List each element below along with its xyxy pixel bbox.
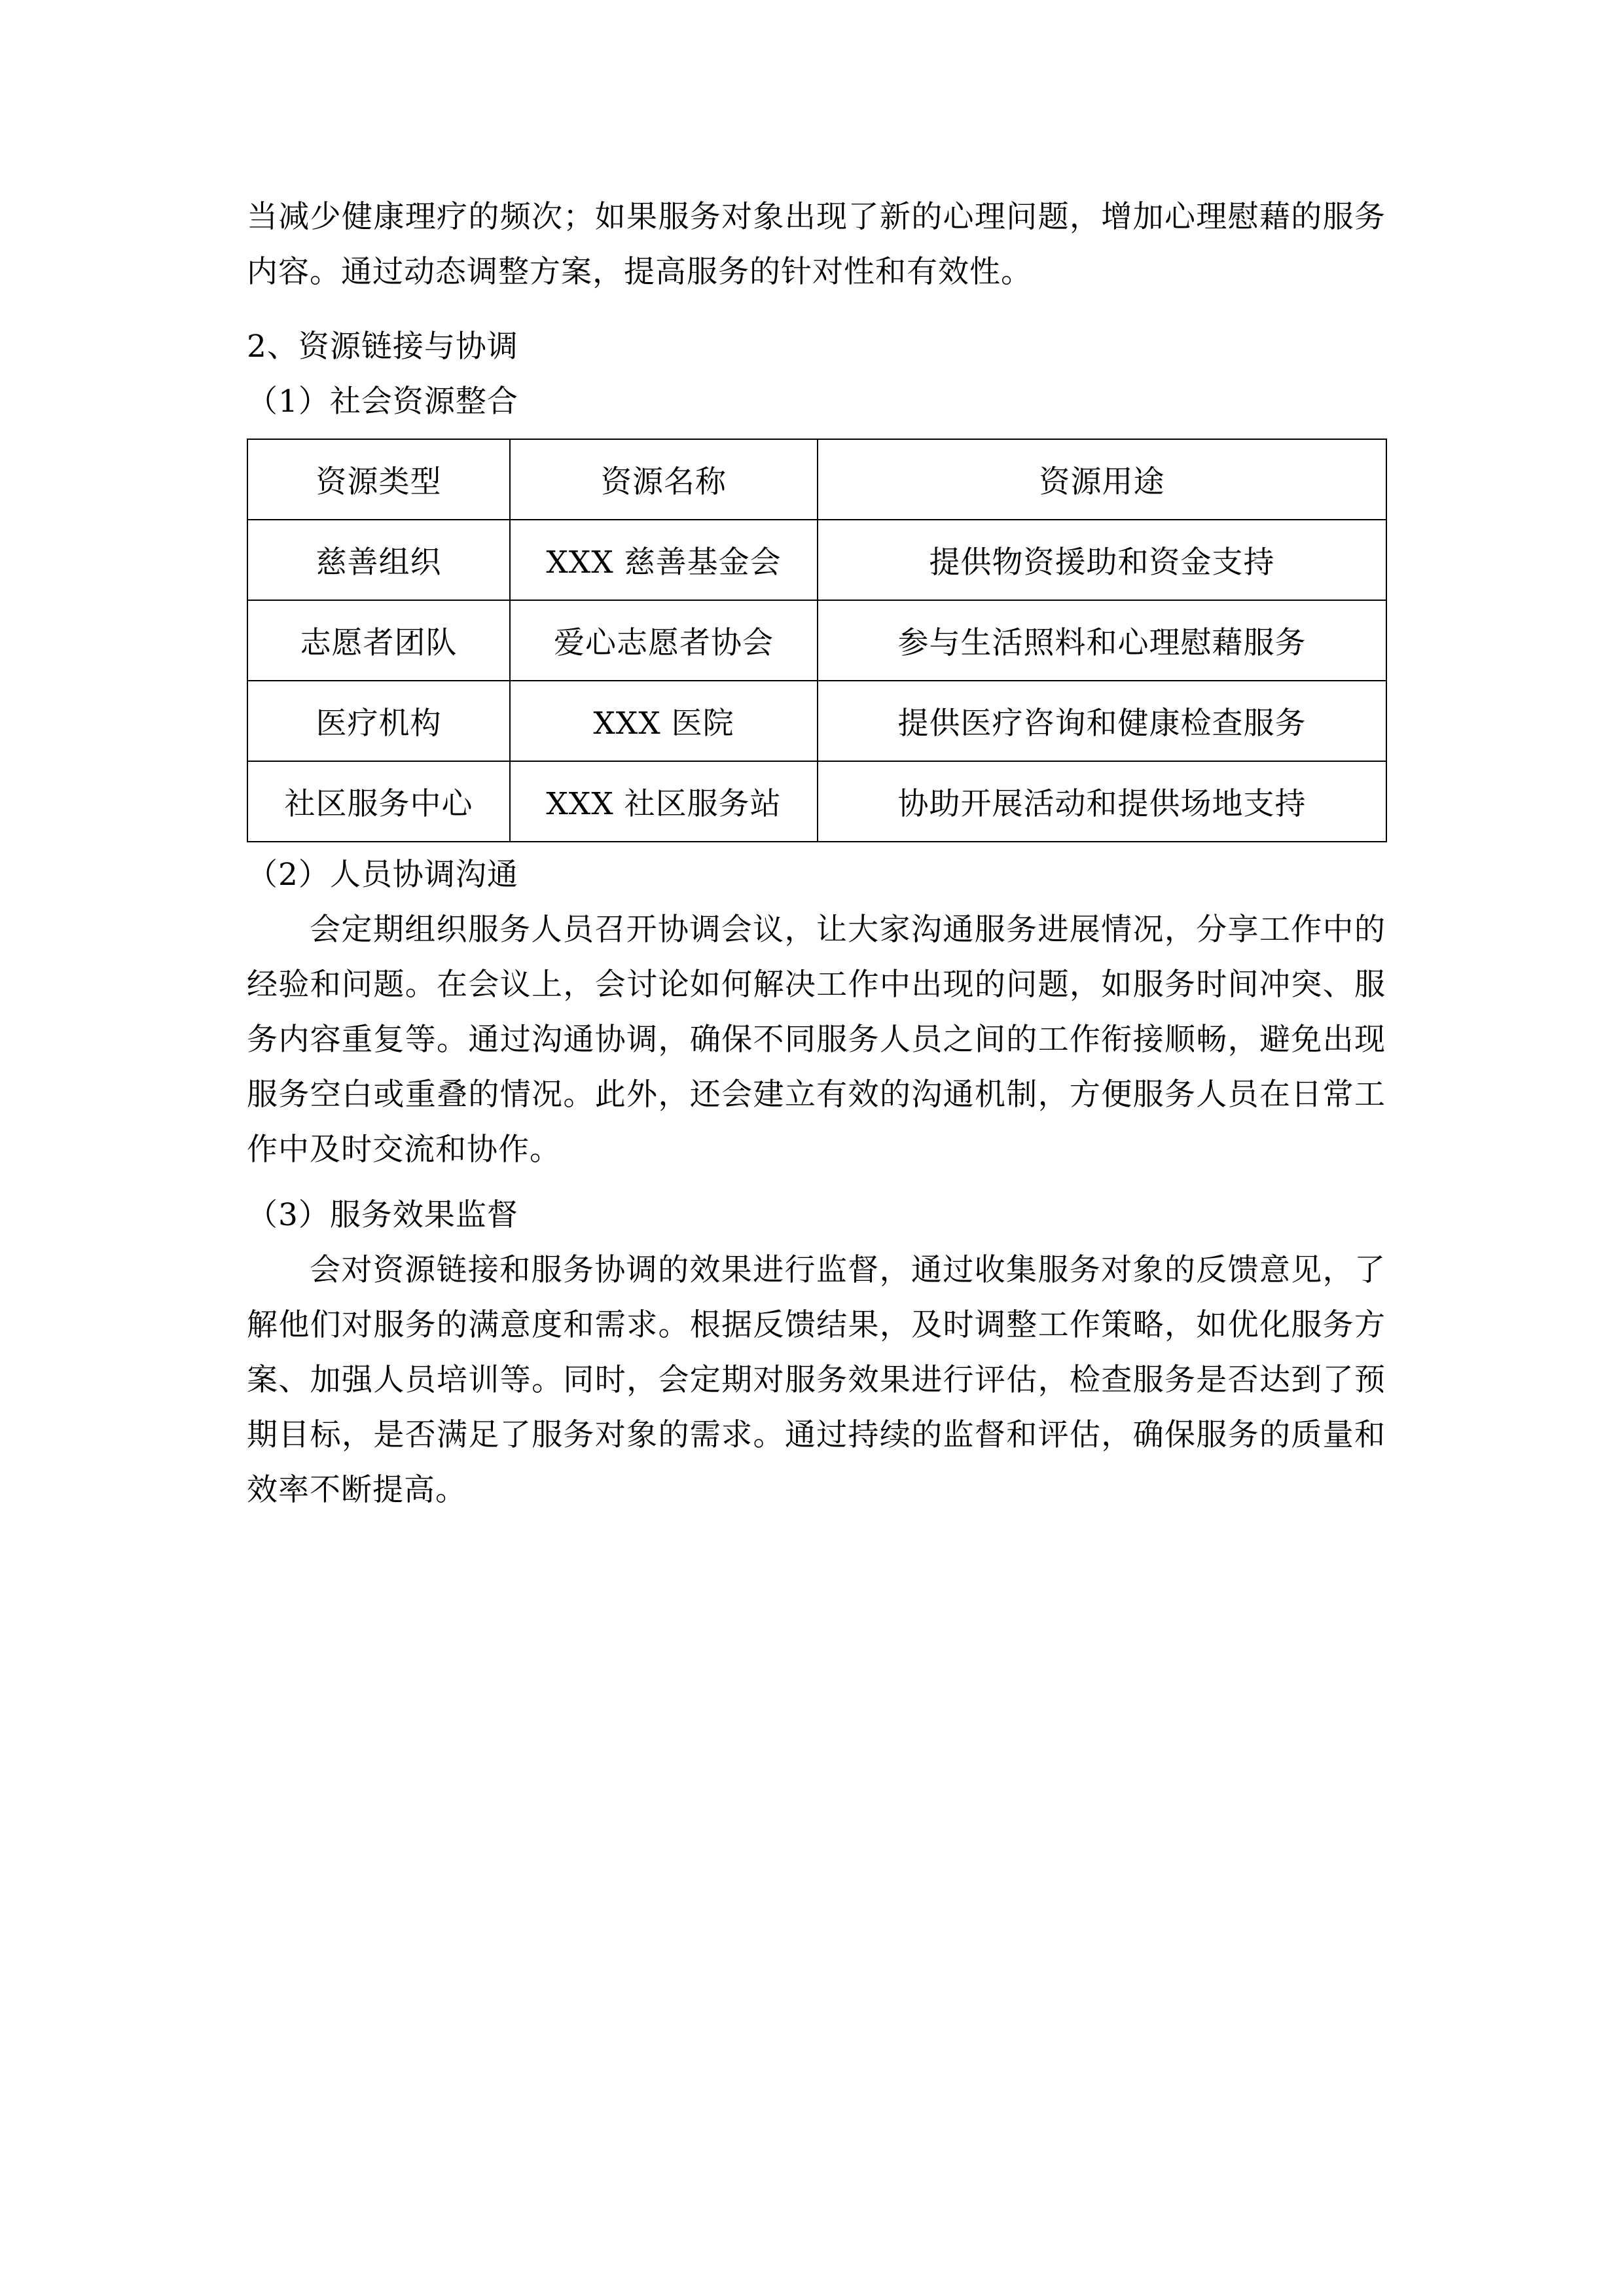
table-header-cell: 资源名称	[510, 439, 818, 520]
table-cell: 参与生活照料和心理慰藉服务	[818, 600, 1386, 681]
intro-paragraph: 当减少健康理疗的频次；如果服务对象出现了新的心理问题，增加心理慰藉的服务内容。通过动态调整方案，提高服务的针对性和有效性。	[247, 199, 1386, 290]
table-cell: 医疗机构	[247, 681, 510, 761]
table-header-cell: 资源类型	[247, 439, 510, 520]
subsection-2-paragraph: 会定期组织服务人员召开协调会议，让大家沟通服务进展情况，分享工作中的经验和问题。在会议上，会讨论如何解决工作中出现的问题，如服务时间冲突、服务内容重复等。通过沟通协调，确保不同服务人员之间的工作衔接顺畅，避免出现服务空白或重叠的情况。此外，还会建立有效的沟通机制，方便服务人员在日常工作中及时交流和协作。	[247, 912, 1386, 1168]
subsection-2-heading: （2）人员协调沟通	[247, 857, 518, 893]
resource-table	[247, 439, 1387, 842]
subsection-3-heading: （3）服务效果监督	[247, 1197, 518, 1233]
table-cell: 协助开展活动和提供场地支持	[818, 761, 1386, 842]
table-row	[247, 520, 1386, 600]
subsection-3-paragraph: 会对资源链接和服务协调的效果进行监督，通过收集服务对象的反馈意见，了解他们对服务的满意度和需求。根据反馈结果，及时调整工作策略，如优化服务方案、加强人员培训等。同时，会定期对服务效果进行评估，检查服务是否达到了预期目标，是否满足了服务对象的需求。通过持续的监督和评估，确保服务的质量和效率不断提高。	[247, 1252, 1386, 1508]
section-2-heading: 2、资源链接与协调	[247, 329, 518, 365]
table-cell: XXX 社区服务站	[510, 761, 818, 842]
table-cell: XXX 慈善基金会	[510, 520, 818, 600]
table-header-row	[247, 439, 1386, 520]
table-row	[247, 761, 1386, 842]
table-cell: 社区服务中心	[247, 761, 510, 842]
table-cell: 爱心志愿者协会	[510, 600, 818, 681]
table-cell: 志愿者团队	[247, 600, 510, 681]
table-cell: XXX 医院	[510, 681, 818, 761]
table-cell: 慈善组织	[247, 520, 510, 600]
table-row	[247, 600, 1386, 681]
subsection-1-heading: （1）社会资源整合	[247, 384, 518, 420]
table-cell: 提供物资援助和资金支持	[818, 520, 1386, 600]
document-page	[247, 190, 1386, 1518]
table-cell: 提供医疗咨询和健康检查服务	[818, 681, 1386, 761]
table-header-cell: 资源用途	[818, 439, 1386, 520]
table-row	[247, 681, 1386, 761]
